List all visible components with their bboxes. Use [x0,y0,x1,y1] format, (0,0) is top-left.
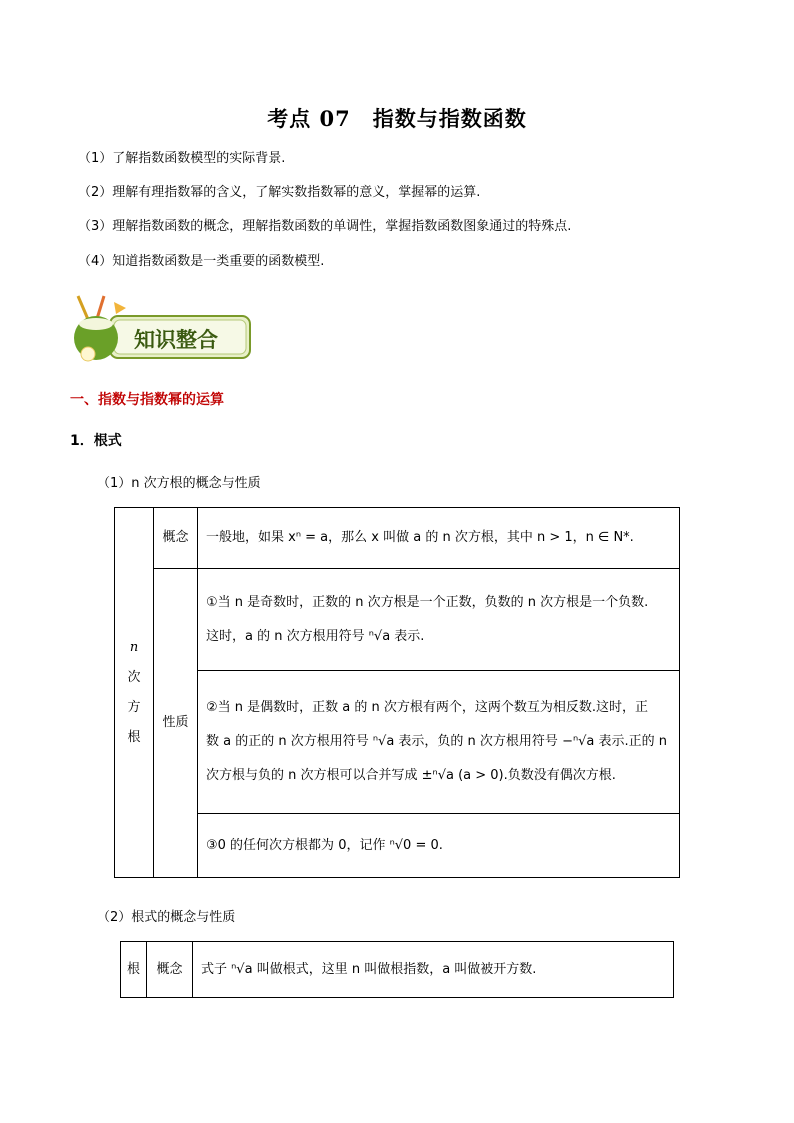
concept-text: 一般地，如果 xⁿ = a，那么 x 叫做 a 的 n 次方根，其中 n > 1，n ∈ N*. [198,508,680,569]
property-2 [198,671,680,814]
nth-root-table [114,507,680,878]
property-3: ③0 的任何次方根都为 0，记作 ⁿ√0 = 0. [198,814,680,878]
property-1 [198,569,680,671]
knowledge-banner [70,294,254,364]
section-heading: 一、指数与指数幂的运算 [70,392,224,408]
concept-label: 概念 [154,508,198,569]
radical-concept-text: 式子 ⁿ√a 叫做根式，这里 n 叫做根指数，a 叫做被开方数. [193,942,674,998]
row-header-nth-root: n 次 方 根 [115,508,154,878]
goal-2: （2）理解有理指数幂的含义，了解实数指数幂的意义，掌握幂的运算. [78,185,481,200]
goal-3: （3）理解指数函数的概念，理解指数函数的单调性，掌握指数函数图象通过的特殊点. [78,219,572,234]
property-label: 性质 [154,569,198,878]
property-2-line-3: 次方根与负的 n 次方根可以合并写成 ±ⁿ√a (a > 0).负数没有偶次方根. [206,768,616,783]
page-title: 考点 07 指数与指数函数 [267,106,527,131]
goal-1: （1）了解指数函数模型的实际背景. [78,151,286,166]
property-1-line-2: 这时，a 的 n 次方根用符号 ⁿ√a 表示. [206,628,425,644]
subitem-1: （1）n 次方根的概念与性质 [97,476,261,491]
subsection-heading: 1．根式 [70,433,122,449]
property-2-line-1: ②当 n 是偶数时，正数 a 的 n 次方根有两个，这两个数互为相反数.这时，正 [206,700,649,715]
subitem-2: （2）根式的概念与性质 [97,910,236,925]
radical-table [120,941,674,998]
property-1-line-1: ①当 n 是奇数时，正数的 n 次方根是一个正数，负数的 n 次方根是一个负数. [206,594,649,610]
banner-label: 知识整合 [134,327,218,352]
radical-concept-label: 概念 [147,942,193,998]
property-2-line-2: 数 a 的正的 n 次方根用符号 ⁿ√a 表示，负的 n 次方根用符号 −ⁿ√a 表示.正的 n [206,734,668,749]
row-header-radical: 根 [121,942,147,998]
goal-4: （4）知道指数函数是一类重要的函数模型. [78,254,325,269]
